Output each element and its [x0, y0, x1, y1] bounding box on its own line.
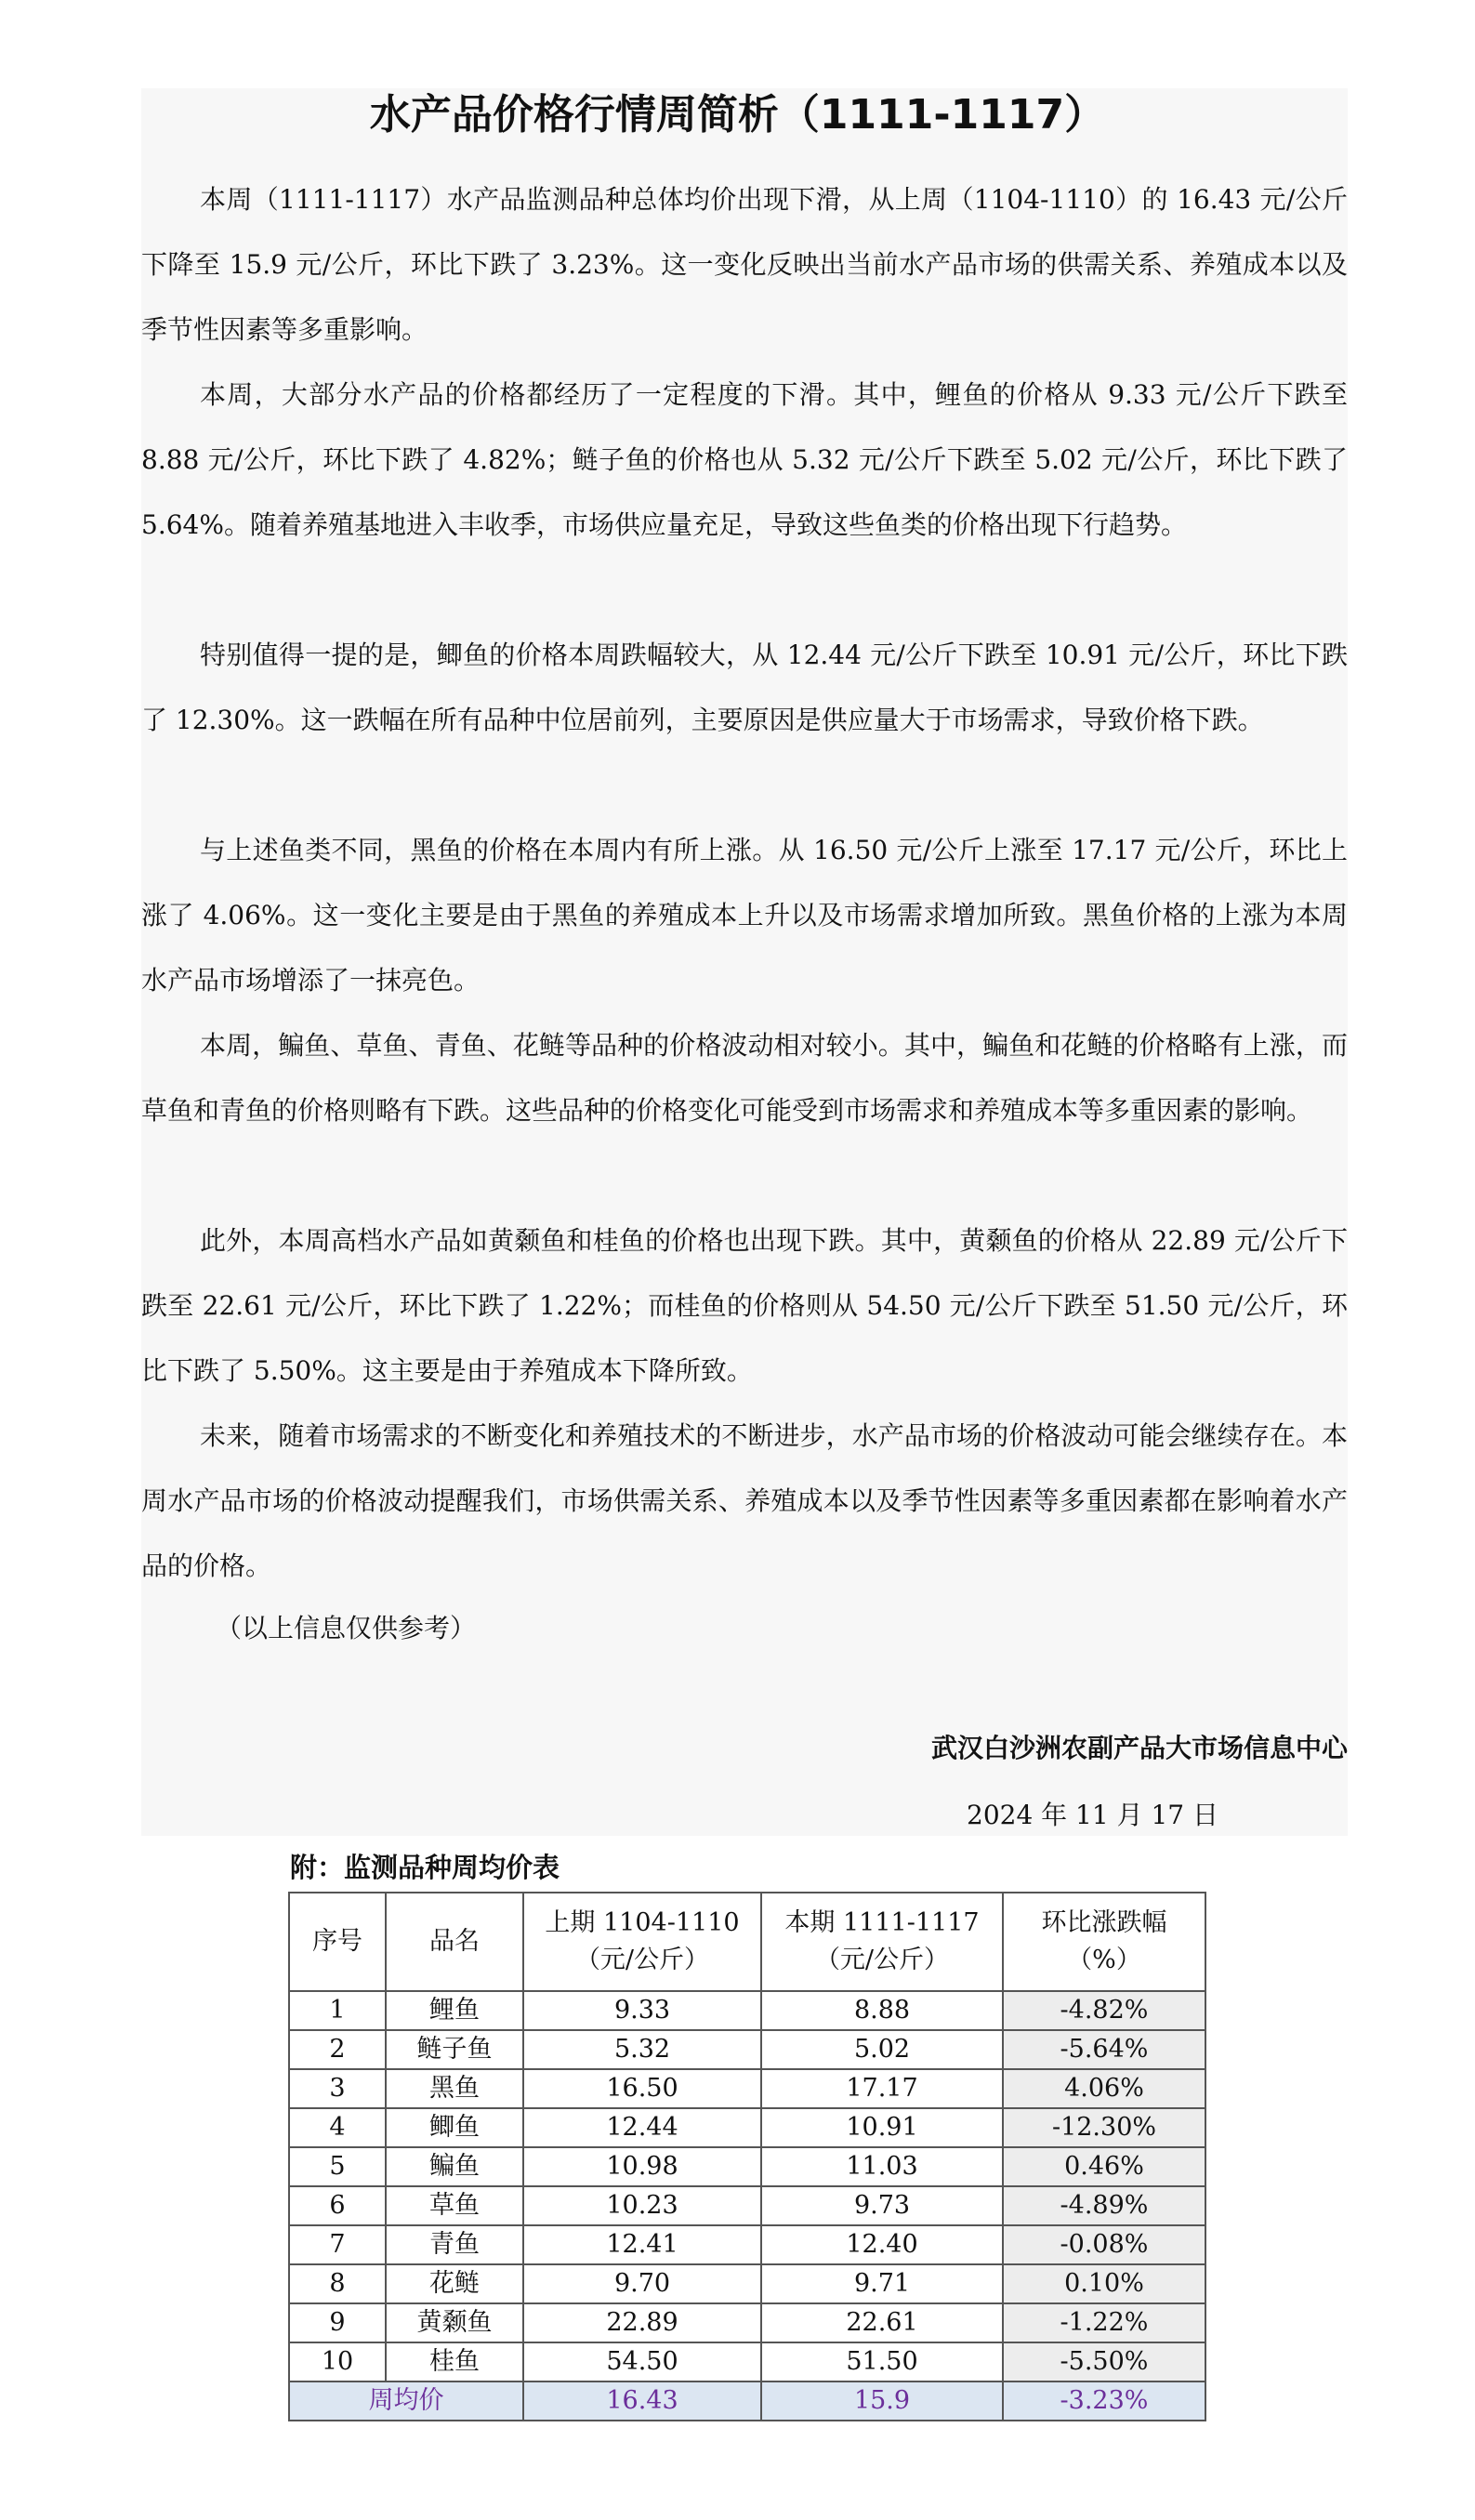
- row-prev-price: 54.50: [523, 2342, 761, 2381]
- summary-change: -3.23%: [1003, 2381, 1205, 2421]
- row-name: 花鲢: [386, 2264, 523, 2303]
- row-index: 6: [289, 2186, 386, 2225]
- weekly-price-table: [288, 1892, 1206, 2421]
- row-index: 5: [289, 2147, 386, 2186]
- row-index: 4: [289, 2108, 386, 2147]
- header-curr-label: 本期 1111-1117: [784, 1908, 980, 1937]
- header-index-label: 序号: [312, 1927, 362, 1956]
- paragraph-7: 未来，随着市场需求的不断变化和养殖技术的不断进步，水产品市场的价格波动可能会继续存在。本周水产品市场的价格波动提醒我们，市场供需关系、养殖成本以及季节性因素等多重因素都在影响着水产品的价格。: [141, 1420, 1348, 1581]
- signature-organization: 武汉白沙洲农副产品大市场信息中心: [930, 1733, 1348, 1763]
- row-change: -4.89%: [1003, 2186, 1205, 2225]
- row-name: 黄颡鱼: [386, 2303, 523, 2342]
- row-index: 3: [289, 2069, 386, 2108]
- paragraph-4: 与上述鱼类不同，黑鱼的价格在本周内有所上涨。从 16.50 元/公斤上涨至 17.17 元/公斤，环比上涨了 4.06%。这一变化主要是由于黑鱼的养殖成本上升以及市场需求增加所致。黑鱼价格的上涨为本周水产品市场增添了一抹亮色。: [141, 835, 1348, 996]
- header-index: [289, 1893, 386, 1991]
- paragraph-2: 本周，大部分水产品的价格都经历了一定程度的下滑。其中，鲤鱼的价格从 9.33 元/公斤下跌至 8.88 元/公斤，环比下跌了 4.82%；鲢子鱼的价格也从 5.32 元/公斤下跌至 5.02 元/公斤，环比下跌了 5.64%。随着养殖基地进入丰收季，市场供应量充足，导致这些鱼类的价格出现下行趋势。: [141, 379, 1348, 540]
- summary-row: [289, 2381, 1205, 2421]
- table-row: [289, 2225, 1205, 2264]
- row-change: -12.30%: [1003, 2108, 1205, 2147]
- row-name: 鲫鱼: [386, 2108, 523, 2147]
- row-prev-price: 9.70: [523, 2264, 761, 2303]
- row-prev-price: 12.44: [523, 2108, 761, 2147]
- table-row: [289, 2342, 1205, 2381]
- row-prev-price: 10.98: [523, 2147, 761, 2186]
- row-prev-price: 16.50: [523, 2069, 761, 2108]
- header-change-unit: （%）: [1067, 1946, 1141, 1974]
- appendix-title: 附：监测品种周均价表: [290, 1852, 560, 1883]
- row-name: 鳊鱼: [386, 2147, 523, 2186]
- row-curr-price: 10.91: [761, 2108, 1003, 2147]
- row-name: 草鱼: [386, 2186, 523, 2225]
- row-change: -1.22%: [1003, 2303, 1205, 2342]
- row-curr-price: 5.02: [761, 2030, 1003, 2069]
- row-curr-price: 9.71: [761, 2264, 1003, 2303]
- page-title: 水产品价格行情周简析（1111-1117）: [369, 91, 1106, 139]
- header-name-label: 品名: [429, 1927, 480, 1956]
- paragraph-5: 本周，鳊鱼、草鱼、青鱼、花鲢等品种的价格波动相对较小。其中，鳊鱼和花鲢的价格略有上涨，而草鱼和青鱼的价格则略有下跌。这些品种的价格变化可能受到市场需求和养殖成本等多重因素的影响。: [141, 1030, 1348, 1126]
- disclaimer-note: （以上信息仅供参考）: [216, 1613, 477, 1643]
- header-change-label: 环比涨跌幅: [1041, 1908, 1167, 1937]
- row-prev-price: 5.32: [523, 2030, 761, 2069]
- paragraph-6: 此外，本周高档水产品如黄颡鱼和桂鱼的价格也出现下跌。其中，黄颡鱼的价格从 22.89 元/公斤下跌至 22.61 元/公斤，环比下跌了 1.22%；而桂鱼的价格则从 54.50 元/公斤下跌至 51.50 元/公斤，环比下跌了 5.50%。这主要是由于养殖成本下降所致。: [141, 1225, 1348, 1386]
- row-change: 4.06%: [1003, 2069, 1205, 2108]
- row-curr-price: 12.40: [761, 2225, 1003, 2264]
- row-curr-price: 11.03: [761, 2147, 1003, 2186]
- row-name: 青鱼: [386, 2225, 523, 2264]
- header-prev-unit: （元/公斤）: [574, 1946, 710, 1974]
- table-row: [289, 2264, 1205, 2303]
- row-change: -5.50%: [1003, 2342, 1205, 2381]
- row-change: -4.82%: [1003, 1991, 1205, 2030]
- row-prev-price: 22.89: [523, 2303, 761, 2342]
- header-change: [1003, 1893, 1205, 1991]
- row-index: 1: [289, 1991, 386, 2030]
- row-prev-price: 9.33: [523, 1991, 761, 2030]
- header-prev-label: 上期 1104-1110: [545, 1908, 740, 1937]
- row-change: 0.10%: [1003, 2264, 1205, 2303]
- header-name: [386, 1893, 523, 1991]
- row-name: 桂鱼: [386, 2342, 523, 2381]
- summary-curr-price: 15.9: [761, 2381, 1003, 2421]
- row-name: 黑鱼: [386, 2069, 523, 2108]
- row-prev-price: 12.41: [523, 2225, 761, 2264]
- summary-label: 周均价: [289, 2381, 523, 2421]
- row-index: 9: [289, 2303, 386, 2342]
- row-curr-price: 8.88: [761, 1991, 1003, 2030]
- paragraph-3: 特别值得一提的是，鲫鱼的价格本周跌幅较大，从 12.44 元/公斤下跌至 10.91 元/公斤，环比下跌了 12.30%。这一跌幅在所有品种中位居前列，主要原因是供应量大于市场需求，导致价格下跌。: [141, 640, 1348, 735]
- header-prev-price: [523, 1893, 761, 1991]
- row-index: 7: [289, 2225, 386, 2264]
- table-row: [289, 2030, 1205, 2069]
- table-header-row: [289, 1893, 1205, 1991]
- row-index: 2: [289, 2030, 386, 2069]
- row-change: 0.46%: [1003, 2147, 1205, 2186]
- table-row: [289, 2069, 1205, 2108]
- row-curr-price: 9.73: [761, 2186, 1003, 2225]
- row-index: 10: [289, 2342, 386, 2381]
- row-index: 8: [289, 2264, 386, 2303]
- row-change: -0.08%: [1003, 2225, 1205, 2264]
- table-row: [289, 2303, 1205, 2342]
- table-row: [289, 2108, 1205, 2147]
- header-curr-price: [761, 1893, 1003, 1991]
- paragraph-1: 本周（1111-1117）水产品监测品种总体均价出现下滑，从上周（1104-1110）的 16.43 元/公斤下降至 15.9 元/公斤，环比下跌了 3.23%。这一变化反映出当前水产品市场的供需关系、养殖成本以及季节性因素等多重影响。: [141, 184, 1348, 345]
- table-row: [289, 1991, 1205, 2030]
- row-curr-price: 51.50: [761, 2342, 1003, 2381]
- summary-prev-price: 16.43: [523, 2381, 761, 2421]
- row-name: 鲢子鱼: [386, 2030, 523, 2069]
- table-row: [289, 2186, 1205, 2225]
- row-name: 鲤鱼: [386, 1991, 523, 2030]
- row-curr-price: 22.61: [761, 2303, 1003, 2342]
- signature-date: 2024 年 11 月 17 日: [967, 1800, 1219, 1830]
- header-curr-unit: （元/公斤）: [814, 1946, 950, 1974]
- table-row: [289, 2147, 1205, 2186]
- row-change: -5.64%: [1003, 2030, 1205, 2069]
- row-prev-price: 10.23: [523, 2186, 761, 2225]
- row-curr-price: 17.17: [761, 2069, 1003, 2108]
